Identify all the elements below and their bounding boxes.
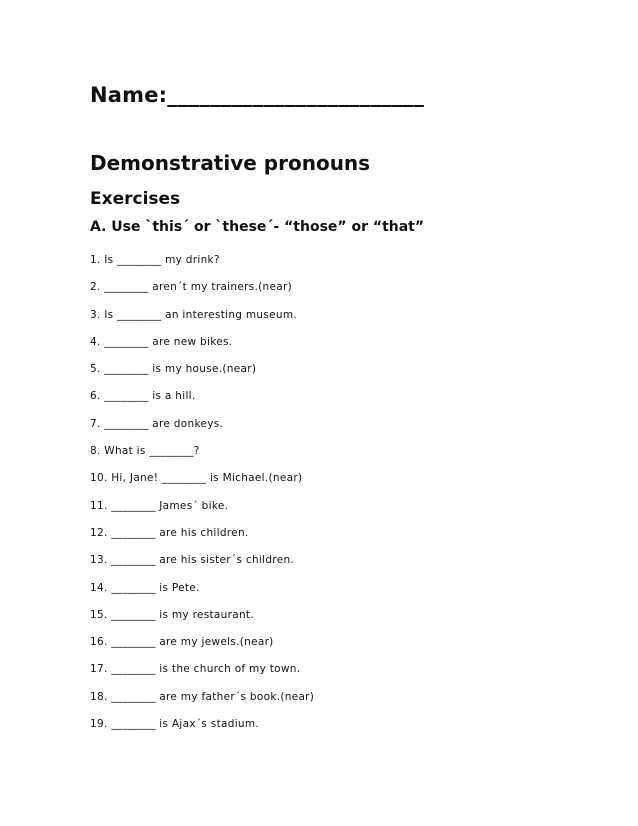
exercise-item: 2. ________ aren´t my trainers.(near) bbox=[90, 281, 292, 294]
name-field-line: Name:________________________ bbox=[90, 83, 425, 107]
section-subtitle: Exercises bbox=[90, 189, 181, 209]
exercise-item: 8. What is ________? bbox=[90, 445, 200, 458]
worksheet-page bbox=[90, 0, 610, 826]
exercise-item: 15. ________ is my restaurant. bbox=[90, 608, 254, 621]
exercise-item: 11. ________ James´ bike. bbox=[90, 499, 229, 512]
exercise-item: 19. ________ is Ajax´s stadium. bbox=[90, 718, 260, 731]
exercise-item: 18. ________ are my father´s book.(near) bbox=[90, 690, 315, 703]
page-title: Demonstrative pronouns bbox=[90, 151, 371, 175]
exercise-item: 12. ________ are his children. bbox=[90, 526, 249, 539]
exercise-item: 4. ________ are new bikes. bbox=[90, 335, 233, 348]
exercise-item: 6. ________ is a hill. bbox=[90, 390, 196, 403]
exercise-item: 1. Is ________ my drink? bbox=[90, 254, 220, 266]
exercise-item: 5. ________ is my house.(near) bbox=[90, 363, 257, 376]
exercise-item: 10. Hi, Jane! ________ is Michael.(near) bbox=[90, 472, 303, 485]
exercise-item: 3. Is ________ an interesting museum. bbox=[90, 308, 298, 321]
exercise-list bbox=[90, 253, 314, 744]
exercise-item: 16. ________ are my jewels.(near) bbox=[90, 636, 274, 649]
exercise-item: 17. ________ is the church of my town. bbox=[90, 663, 301, 676]
exercise-item: 13. ________ are his sister´s children. bbox=[90, 554, 295, 567]
exercise-item: 14. ________ is Pete. bbox=[90, 581, 200, 594]
exercise-item: 7. ________ are donkeys. bbox=[90, 417, 224, 430]
exercise-instruction: A. Use `this´ or `these´- “those” or “that” bbox=[90, 219, 425, 235]
